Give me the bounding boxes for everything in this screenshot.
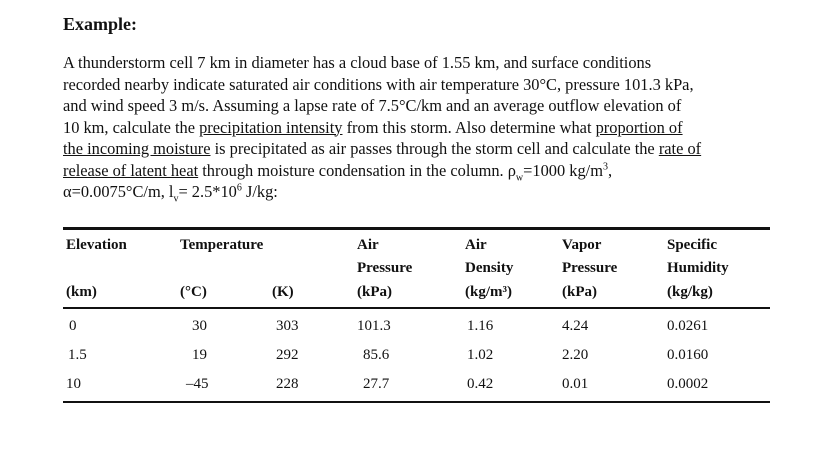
column-header: (kPa) (562, 284, 597, 300)
text-segment: 6 (236, 182, 242, 194)
text-segment: 10 km, calculate the (63, 117, 200, 137)
table-cell: 1.16 (467, 318, 494, 334)
paragraph-line (63, 160, 701, 182)
table-cell: 0.01 (562, 376, 589, 392)
paragraph-line (63, 117, 701, 139)
column-header: Air (465, 237, 487, 253)
column-header: (kg/m³) (465, 284, 512, 300)
text-segment: recorded nearby indicate saturated air conditions with air temperature 30°C, pressure 101.3 kPa, (63, 74, 694, 94)
column-header: Density (465, 260, 514, 276)
table-cell: 1.02 (467, 347, 494, 363)
table-cell: 10 (66, 376, 81, 392)
table-bottom-rule (63, 401, 770, 403)
text-segment: is precipitated as air passes through the storm cell and calculate the (210, 139, 659, 158)
paragraph-line (63, 52, 701, 74)
table-cell: 292 (276, 347, 299, 363)
column-header: (°C) (180, 284, 207, 300)
table-cell: 2.20 (562, 347, 589, 363)
text-segment: α=0.0075°C/m, l (63, 182, 174, 201)
underlined-term: the incoming moisture (63, 139, 211, 158)
text-segment: A thunderstorm cell 7 km in diameter has a cloud base of 1.55 km, and surface conditions (63, 53, 652, 72)
table-cell: 0 (69, 318, 77, 334)
underlined-term: precipitation intensity (199, 117, 343, 137)
paragraph-line (63, 95, 701, 117)
table-top-rule (63, 227, 770, 230)
text-segment: v (173, 193, 179, 205)
paragraph-line (63, 74, 701, 96)
text-segment: = 2.5*10 (178, 182, 237, 201)
table-cell: 101.3 (357, 318, 391, 334)
table-cell: 85.6 (363, 347, 390, 363)
column-header: (K) (272, 284, 294, 300)
underlined-term: release of latent heat (63, 160, 199, 180)
column-header: Pressure (562, 260, 618, 276)
example-heading: Example: (63, 14, 137, 34)
column-header: (km) (66, 284, 97, 300)
text-segment: from this storm. Also determine what (342, 117, 596, 137)
table-cell: –45 (186, 376, 209, 392)
table-cell: 0.0002 (667, 376, 709, 392)
table-cell: 4.24 (562, 318, 589, 334)
underlined-term: proportion of (595, 117, 683, 137)
table-cell: 228 (276, 376, 299, 392)
text-segment: through moisture condensation in the column. ρ (198, 160, 516, 180)
column-header: Specific (667, 237, 717, 253)
table-header-rule (63, 307, 770, 309)
table-cell: 0.42 (467, 376, 494, 392)
paragraph-line (63, 138, 701, 160)
text-segment: w (515, 171, 524, 183)
column-header: Elevation (66, 237, 127, 253)
underlined-term: rate of (658, 139, 702, 158)
table-cell: 0.0160 (667, 347, 709, 363)
column-header: Temperature (180, 237, 264, 253)
table-cell: 0.0261 (667, 318, 709, 334)
text-segment: =1000 kg/m (523, 160, 603, 180)
table-cell: 27.7 (363, 376, 390, 392)
table-cell: 303 (276, 318, 299, 334)
paragraph-line (63, 181, 701, 203)
text-segment: and wind speed 3 m/s. Assuming a lapse rate of 7.5°C/km and an average outflow elevation of (63, 96, 682, 115)
column-header: Pressure (357, 260, 413, 276)
column-header: Humidity (667, 260, 729, 276)
text-segment: , (607, 160, 613, 180)
table-cell: 19 (192, 347, 207, 363)
column-header: Air (357, 237, 379, 253)
problem-paragraph (63, 52, 701, 203)
text-segment: J/kg: (241, 182, 278, 201)
column-header: (kg/kg) (667, 284, 713, 300)
column-header: (kPa) (357, 284, 392, 300)
column-header: Vapor (562, 237, 602, 253)
table-cell: 30 (192, 318, 207, 334)
text-segment: 3 (602, 161, 608, 173)
table-cell: 1.5 (68, 347, 87, 363)
